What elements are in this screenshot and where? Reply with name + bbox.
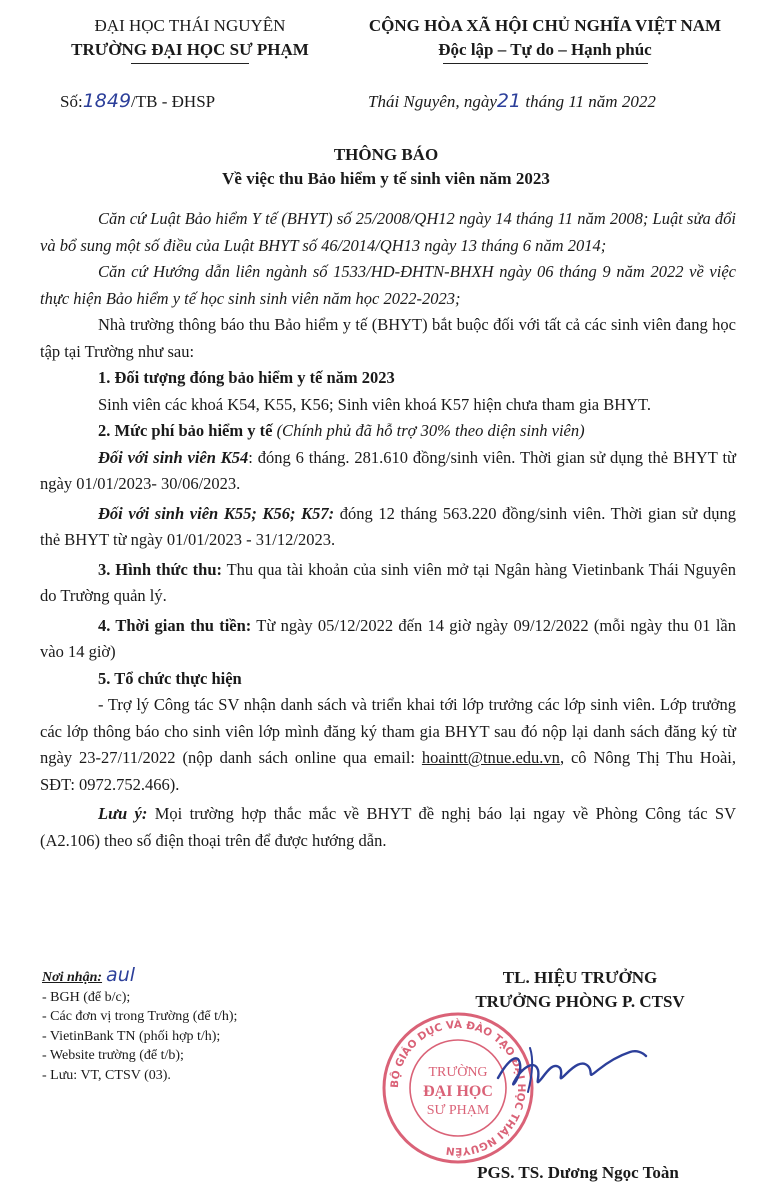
recipients-initials: aul <box>106 964 136 986</box>
k55-label: Đối với sinh viên K55; K56; K57: <box>98 503 335 523</box>
recipient-item: - VietinBank TN (phối hợp t/h); <box>42 1028 221 1044</box>
section-2-heading: 2. Mức phí bảo hiểm y tế <box>98 421 273 440</box>
recipient-item: - Các đơn vị trong Trường (để t/h); <box>42 1009 238 1024</box>
section-5-heading: 5. Tổ chức thực hiện <box>98 668 242 688</box>
section-5-text-a: - Trợ lý Công tác SV nhận danh sách và triển khai tới lớp trưởng các lớp sinh viên. Lớp trưởng các lớp thông báo cho sinh viên lớp mình đăng ký tham gia BHYT sau đó nộp lại danh sách đăng ký từ ngày 23-27/11/2022 (nộp danh sách online qua email: <box>40 695 736 767</box>
section-1-text: Sinh viên các khoá K54, K55, K56; Sinh viên khoá K57 hiện chưa tham gia BHYT. <box>98 394 652 414</box>
document-subtitle: Về việc thu Bảo hiểm y tế sinh viên năm 2023 <box>222 169 550 188</box>
section-3-text: Thu qua tài khoản của sinh viên mở tại Ngân hàng Vietinbank Thái Nguyên do Trường quản lý. <box>40 559 736 605</box>
date-prefix: Thái Nguyên, ngày <box>368 92 497 111</box>
k54-text: : đóng 6 tháng. 281.610 đồng/sinh viên. Thời gian sử dụng thẻ BHYT từ ngày 01/01/2023- 30/06/2023. <box>40 447 736 493</box>
section-2-note: (Chính phủ đã hỗ trợ 30% theo diện sinh viên) <box>272 421 585 440</box>
signer-name: PGS. TS. Dương Ngọc Toàn <box>477 1163 679 1182</box>
signatory-line-1: TL. HIỆU TRƯỞNG <box>502 968 658 987</box>
document-number <box>60 90 215 112</box>
document-body <box>40 206 736 854</box>
k54-label: Đối với sinh viên K54 <box>98 447 249 467</box>
header-underline-left <box>131 63 249 64</box>
recipients-header <box>42 966 372 988</box>
country-name: CỘNG HÒA XÃ HỘI CHỦ NGHĨA VIỆT NAM <box>368 16 722 35</box>
k54-fee-paragraph <box>40 445 736 498</box>
note-text: Mọi trường hợp thắc mắc về BHYT đề nghị báo lại ngay về Phòng Công tác SV (A2.106) theo số điện thoại trên để được hướng dẫn. <box>40 804 736 850</box>
recipients-block <box>42 966 372 1085</box>
handwritten-signature <box>490 1030 650 1110</box>
header-underline-right <box>443 63 648 64</box>
doc-number-suffix: /TB - ĐHSP <box>131 92 216 111</box>
recipient-item: - Lưu: VT, CTSV (03). <box>42 1067 171 1083</box>
seal-center-line-3: SƯ PHẠM <box>426 1103 490 1118</box>
section-4-text: Từ ngày 05/12/2022 đến 14 giờ ngày 09/12/2022 (mỗi ngày thu 01 lần vào 14 giờ) <box>40 615 736 661</box>
parent-organization: ĐẠI HỌC THÁI NGUYÊN <box>94 16 286 35</box>
doc-number-handwritten: 1849 <box>82 90 132 112</box>
legal-basis-2: Căn cứ Hướng dẫn liên ngành số 1533/HD-ĐHTN-BHXH ngày 06 tháng 9 năm 2022 về việc thực hiện Bảo hiểm y tế học sinh sinh viên năm học 2022-2023; <box>40 262 736 308</box>
section-4-paragraph <box>40 613 736 666</box>
recipient-item: - BGH (để b/c); <box>42 989 131 1005</box>
date-suffix: tháng 11 năm 2022 <box>521 92 656 111</box>
signatory-line-2: TRƯỞNG PHÒNG P. CTSV <box>475 992 685 1011</box>
legal-basis-1: Căn cứ Luật Bảo hiểm Y tế (BHYT) số 25/2008/QH12 ngày 14 tháng 11 năm 2008; Luật sửa đổi và bổ sung một số điều của Luật BHYT số 46/2014/QH13 ngày 13 tháng 6 năm 2014; <box>40 209 736 255</box>
section-5-text <box>40 692 736 798</box>
section-4-heading: 4. Thời gian thu tiền: <box>98 615 252 635</box>
recipient-item: - Website trường (để t/b); <box>42 1048 184 1063</box>
document-date <box>368 90 656 112</box>
signatory-title <box>420 966 740 1014</box>
seal-center-line-2: ĐẠI HỌC <box>423 1083 493 1100</box>
k55-fee-paragraph <box>40 501 736 554</box>
intro-paragraph: Nhà trường thông báo thu Bảo hiểm y tế (BHYT) bắt buộc đối với tất cả các sinh viên đang học tập tại Trường như sau: <box>40 315 736 361</box>
section-3-heading: 3. Hình thức thu: <box>98 559 222 579</box>
section-1-heading: 1. Đối tượng đóng bảo hiểm y tế năm 2023 <box>98 368 395 387</box>
seal-ring-text: BỘ GIÁO DỤC VÀ ĐÀO TẠO ĐẠI HỌC THÁI NGUYÊN <box>388 1018 528 1158</box>
section-5-text-b: , cô Nông Thị Thu Hoài, SĐT: 0972.752.466). <box>40 748 736 794</box>
document-title: THÔNG BÁO <box>333 145 439 164</box>
note-label: Lưu ý: <box>98 804 148 823</box>
k55-text: đóng 12 tháng 563.220 đồng/sinh viên. Thời gian sử dụng thẻ BHYT từ ngày 01/01/2023 - 31/12/2023. <box>40 503 736 549</box>
national-motto <box>335 14 755 64</box>
section-2-heading-line <box>40 418 736 445</box>
date-day-handwritten: 21 <box>496 90 522 112</box>
note-paragraph <box>40 801 736 854</box>
motto: Độc lập – Tự do – Hạnh phúc <box>438 40 652 59</box>
recipients-label: Nơi nhận: <box>42 970 103 985</box>
section-3-paragraph <box>40 557 736 610</box>
seal-center-line-1: TRƯỜNG <box>428 1065 488 1080</box>
contact-email-link[interactable]: hoaintt@tnue.edu.vn <box>421 748 560 767</box>
doc-number-prefix: Số: <box>60 92 83 111</box>
issuing-organization <box>40 14 340 64</box>
school-name: TRƯỜNG ĐẠI HỌC SƯ PHẠM <box>71 40 309 59</box>
